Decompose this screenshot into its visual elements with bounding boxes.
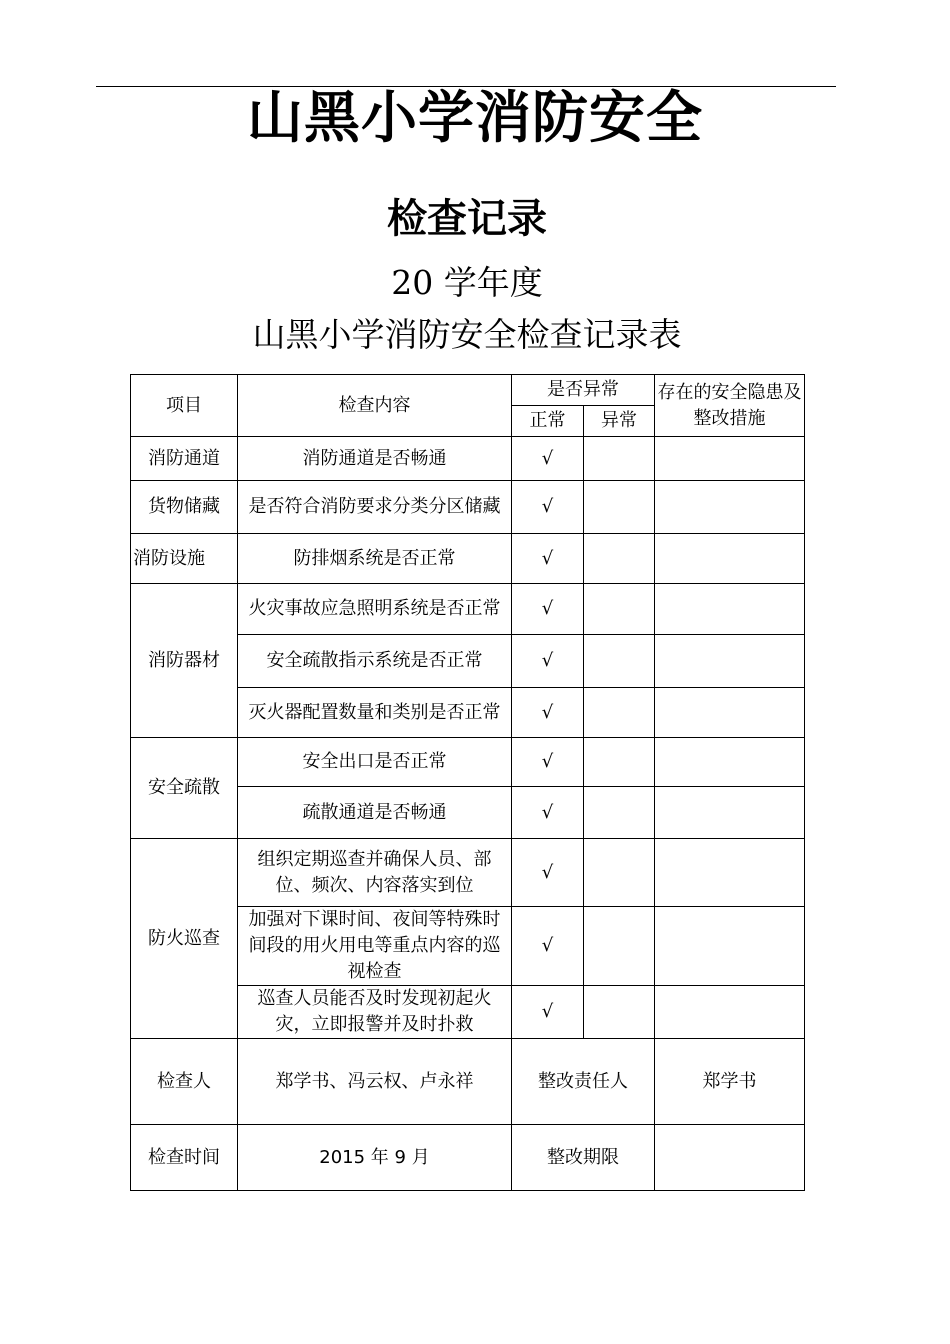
abnormal-cell <box>584 986 655 1039</box>
normal-check-mark: √ <box>512 534 584 584</box>
normal-check-mark: √ <box>512 481 584 534</box>
hazard-cell <box>655 986 805 1039</box>
content-cell: 巡查人员能否及时发现初起火灾，立即报警并及时扑救 <box>238 986 512 1039</box>
hazard-cell <box>655 907 805 986</box>
item-cell: 消防设施 <box>131 534 238 584</box>
normal-check-mark: √ <box>512 688 584 738</box>
abnormal-cell <box>584 635 655 688</box>
deadline-value <box>655 1125 805 1191</box>
normal-check-mark: √ <box>512 986 584 1039</box>
normal-check-mark: √ <box>512 584 584 635</box>
abnormal-cell <box>584 584 655 635</box>
header-abnormal: 异常 <box>584 406 655 437</box>
hazard-cell <box>655 688 805 738</box>
abnormal-cell <box>584 787 655 839</box>
abnormal-cell <box>584 481 655 534</box>
content-cell: 安全出口是否正常 <box>238 738 512 787</box>
time-label: 检查时间 <box>131 1125 238 1191</box>
content-cell: 疏散通道是否畅通 <box>238 787 512 839</box>
content-cell: 灭火器配置数量和类别是否正常 <box>238 688 512 738</box>
abnormal-cell <box>584 437 655 481</box>
abnormal-cell <box>584 839 655 907</box>
inspector-value: 郑学书、冯云权、卢永祥 <box>238 1039 512 1125</box>
abnormal-cell <box>584 688 655 738</box>
item-cell: 消防通道 <box>131 437 238 481</box>
item-cell: 防火巡查 <box>131 839 238 1039</box>
hazard-cell <box>655 787 805 839</box>
normal-check-mark: √ <box>512 787 584 839</box>
time-value: 2015 年 9 月 <box>238 1125 512 1191</box>
header-normal: 正常 <box>512 406 584 437</box>
responsible-label: 整改责任人 <box>512 1039 655 1125</box>
normal-check-mark: √ <box>512 738 584 787</box>
item-cell: 安全疏散 <box>131 738 238 839</box>
content-cell: 安全疏散指示系统是否正常 <box>238 635 512 688</box>
header-abnormal-question: 是否异常 <box>512 375 655 406</box>
hazard-cell <box>655 534 805 584</box>
item-cell: 消防器材 <box>131 584 238 738</box>
content-cell: 加强对下课时间、夜间等特殊时间段的用火用电等重点内容的巡视检查 <box>238 907 512 986</box>
hazard-cell <box>655 738 805 787</box>
abnormal-cell <box>584 738 655 787</box>
normal-check-mark: √ <box>512 635 584 688</box>
header-item: 项目 <box>131 375 238 437</box>
content-cell: 组织定期巡查并确保人员、部位、频次、内容落实到位 <box>238 839 512 907</box>
abnormal-cell <box>584 534 655 584</box>
table-title: 山黑小学消防安全检查记录表 <box>252 315 682 354</box>
content-cell: 消防通道是否畅通 <box>238 437 512 481</box>
deadline-label: 整改期限 <box>512 1125 655 1191</box>
content-cell: 是否符合消防要求分类分区储藏 <box>238 481 512 534</box>
inspection-table <box>130 374 805 1191</box>
item-cell: 货物储藏 <box>131 481 238 534</box>
content-cell: 火灾事故应急照明系统是否正常 <box>238 584 512 635</box>
header-hazard: 存在的安全隐患及整改措施 <box>655 375 805 437</box>
academic-year: 20 学年度 <box>391 263 543 302</box>
hazard-cell <box>655 839 805 907</box>
hazard-cell <box>655 584 805 635</box>
hazard-cell <box>655 481 805 534</box>
responsible-value: 郑学书 <box>655 1039 805 1125</box>
document-subtitle: 检查记录 <box>387 196 547 242</box>
content-cell: 防排烟系统是否正常 <box>238 534 512 584</box>
hazard-cell <box>655 437 805 481</box>
header-content: 检查内容 <box>238 375 512 437</box>
normal-check-mark: √ <box>512 437 584 481</box>
document-title: 山黑小学消防安全 <box>247 86 703 151</box>
inspector-label: 检查人 <box>131 1039 238 1125</box>
normal-check-mark: √ <box>512 839 584 907</box>
abnormal-cell <box>584 907 655 986</box>
hazard-cell <box>655 635 805 688</box>
normal-check-mark: √ <box>512 907 584 986</box>
